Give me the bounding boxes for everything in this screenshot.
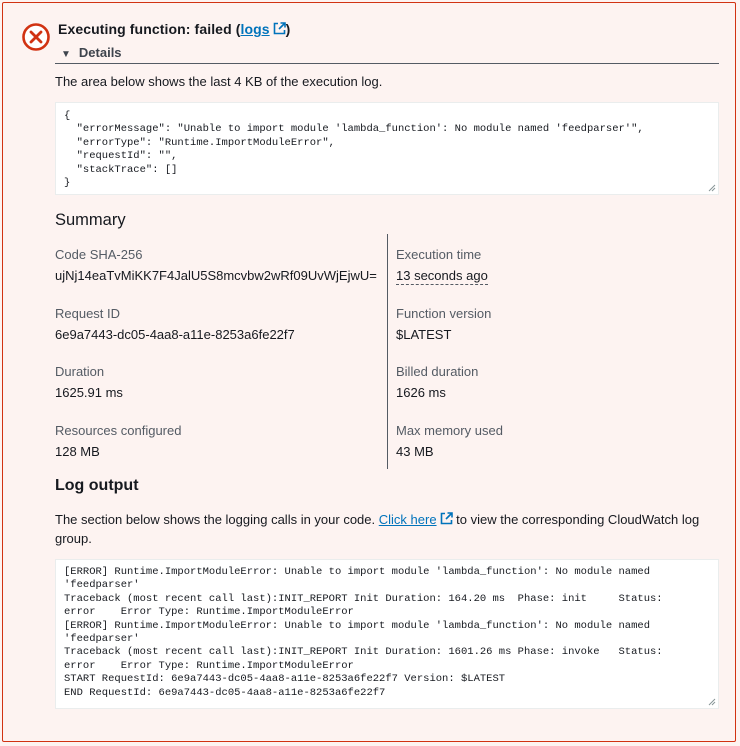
log-desc-prefix: The section below shows the logging calls in your code. <box>55 512 376 527</box>
max-memory-value: 43 MB <box>396 444 434 459</box>
code-sha-value: ujNj14eaTvMiKK7F4JalU5S8mcvbw2wRf09UvWjEjwU= <box>55 268 377 283</box>
execution-log-description: The area below shows the last 4 KB of the execution log. <box>55 74 383 89</box>
execution-time-label: Execution time <box>396 247 482 262</box>
code-sha-label: Code SHA-256 <box>55 247 143 262</box>
duration-label: Duration <box>55 364 105 379</box>
resources-configured-label: Resources configured <box>55 423 182 438</box>
execution-log-textarea[interactable] <box>55 102 719 195</box>
log-output-heading: Log output <box>55 477 139 494</box>
billed-duration-value: 1626 ms <box>396 385 446 400</box>
caret-down-icon: ▼ <box>61 49 71 60</box>
log-desc-suffix: to view the corresponding CloudWatch log group. <box>55 512 700 546</box>
alert-title <box>58 21 290 37</box>
max-memory-label: Max memory used <box>396 423 503 438</box>
cloudwatch-link-label: Click here <box>378 512 437 527</box>
alert-title-suffix: ) <box>285 21 291 37</box>
log-output-description <box>55 510 715 548</box>
cloudwatch-link[interactable] <box>379 512 453 527</box>
resize-handle-icon[interactable] <box>708 184 716 192</box>
alert-title-prefix: Executing function: failed ( <box>58 21 241 37</box>
external-link-icon <box>273 22 286 35</box>
function-version-label: Function version <box>396 306 492 321</box>
logs-link[interactable] <box>240 21 285 37</box>
external-link-icon <box>440 512 453 525</box>
log-output-textarea[interactable] <box>55 559 719 709</box>
details-label: Details <box>78 45 122 60</box>
details-divider <box>55 63 719 64</box>
duration-value: 1625.91 ms <box>55 385 123 400</box>
logs-link-label: logs <box>240 21 270 37</box>
summary-column-divider <box>387 234 388 469</box>
summary-heading: Summary <box>55 211 126 229</box>
billed-duration-label: Billed duration <box>396 364 479 379</box>
log-output-content: [ERROR] Runtime.ImportModuleError: Unable to import module 'lambda_function': No module named 'feedparser' Traceback (most recent call last):INIT_REPORT Init Duration: 164.20 ms Phase: init Status: error Error Type: Runtime.ImportModuleError [ERROR] Runtime.ImportModuleError: Unable to import module 'lambda_function': No module named 'feedparser' Traceback (most recent call last):INIT_REPORT Init Duration: 1601.26 ms Phase: invoke Status: error Error Type: Runtime.ImportModuleError START RequestId: 6e9a7443-dc05-4aa8-a11e-8253a6fe22f7 Version: $LATEST END RequestId: 6e9a7443-dc05-4aa8-a11e-8253a6fe22f7 <box>64 566 663 699</box>
details-toggle[interactable] <box>61 45 122 60</box>
execution-log-content: { "errorMessage": "Unable to import module 'lambda_function': No module named 'feedparser'", "errorType": "Runtime.ImportModuleError", "requestId": "", "stackTrace": [] } <box>64 110 644 190</box>
resize-handle-icon[interactable] <box>708 698 716 706</box>
execution-time-value[interactable]: 13 seconds ago <box>396 268 488 283</box>
error-icon <box>21 22 51 52</box>
function-version-value: $LATEST <box>396 327 452 342</box>
request-id-value: 6e9a7443-dc05-4aa8-a11e-8253a6fe22f7 <box>55 327 295 342</box>
request-id-label: Request ID <box>55 306 121 321</box>
resources-configured-value: 128 MB <box>55 444 100 459</box>
